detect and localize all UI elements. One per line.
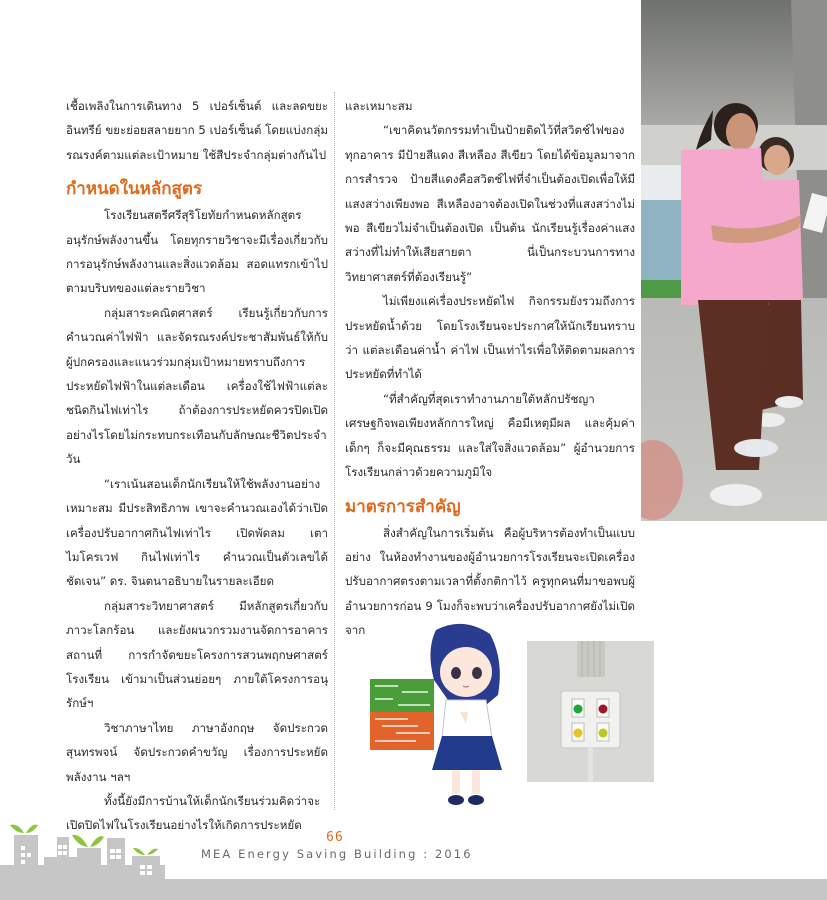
paragraph: ไม่เพียงแค่เรื่องประหยัดไฟ กิจกรรมยังรวมถึงการประหยัดน้ำด้วย โดยโรงเรียนจะประกาศให้นักเรียนทราบว่า แต่ละเดือนค่าน้ำ ค่าไฟ เป็นเท่าไรเพื่อให้ติดตามผลการประหยัดที่ทำได้ (345, 294, 635, 382)
section-heading-curriculum: กำหนดในหลักสูตร (66, 179, 203, 200)
paragraph: เชื้อเพลิงในการเดินทาง 5 เปอร์เซ็นต์ และลดขยะอินทรีย์ ขยะย่อยสลายยาก 5 เปอร์เซ็นต์ โดยแบ่งกลุ่มรณรงค์ตามแต่ละเป้าหมาย ใช้สีประจำกลุ่มต่างกันไป (66, 99, 328, 162)
paragraph: และเหมาะสม (345, 99, 413, 113)
page-number: 66 (326, 830, 344, 845)
paragraph-quote: “ที่สำคัญที่สุดเราทำงานภายใต้หลักปรัชญาเศรษฐกิจพอเพียงหลักการใหญ่ คือมีเหตุมีผล และคุ้มค่า เด็กๆ ก็จะมีคุณธรรม และใส่ใจสิ่งแวดล้อม” ผู้อำนวยการโรงเรียนกล่าวด้วยความภูมิใจ (345, 391, 635, 480)
column-divider (334, 92, 335, 810)
color-coded-light-switch-photo (527, 641, 654, 782)
students-photo (641, 0, 827, 521)
city-skyline-with-leaves-icon (0, 815, 165, 900)
paragraph: กลุ่มสาระคณิตศาสตร์ เรียนรู้เกี่ยวกับการคำนวณค่าไฟฟ้า และจัดรณรงค์ประชาสัมพันธ์ให้กับผู้ปกครองและแนวร่วมกลุ่มเป้าหมายทราบถึงการประหยัดไฟฟ้าในแต่ละเดือน เครื่องใช้ไฟฟ้าแต่ละชนิดกินไฟเท่าไร ถ้าต้องการประหยัดควรปิดเปิดอย่างไรโดยไม่กระทบกระเทือนกับลักษณะชีวิตประจำวัน (66, 305, 328, 467)
paragraph: กลุ่มสาระวิทยาศาสตร์ มีหลักสูตรเกี่ยวกับภาวะโลกร้อน และยังผนวกรวมงานจัดการอาคารสถานที่ การกำจัดขยะโครงการสวนพฤกษศาสตร์โรงเรียน เข้ามาเป็นส่วนย่อยๆ ภายใต้โครงการอนุรักษ์ฯ (66, 598, 328, 711)
paragraph: สิ่งสำคัญในการเริ่มต้น คือผู้บริหารต้องทำเป็นแบบอย่าง ในห้องทำงานของผู้อำนวยการโรงเรียนจะเปิดเครื่องปรับอากาศตรงตามเวลาที่ตั้งกติกาไว้ ครูทุกคนที่มาขอพบผู้อำนวยการก่อน 9 โมงก็จะพบว่าเครื่องปรับอากาศยังไม่เปิด จาก (345, 525, 635, 638)
article-right-column (345, 94, 635, 643)
publication-title: MEA Energy Saving Building : 2016 (201, 847, 473, 861)
section-heading-key-measures: มาตรการสำคัญ (345, 496, 461, 517)
paragraph: วิชาภาษาไทย ภาษาอังกฤษ จัดประกวดสุนทรพจน์ จัดประกวดคำขวัญ เรื่องการประหยัดพลังงาน ฯลฯ (66, 720, 328, 784)
paragraph-quote: “เขาคิดนวัตกรรมทำเป็นป้ายติดไว้ที่สวิตช์ไฟของทุกอาคาร มีป้ายสีแดง สีเหลือง สีเขียว โดยได้ข้อมูลมาจากการสำรวจ ป้ายสีแดงคือสวิตช์ไฟที่จำเป็นต้องเปิดเพื่อให้มีแสงสว่างเพียงพอ สีเหลืองอาจต้องเปิดในช่วงที่แสงสว่างไม่พอ สีเขียวไม่จำเป็นต้องเปิด เป็นต้น นักเรียนรู้เรื่องค่าแสงสว่างที่ไม่ทำให้เสียสายตา นี่เป็นกระบวนการทางวิทยาศาสตร์ที่ต้องเรียนรู้” (345, 123, 635, 284)
paragraph: ทั้งนี้ยังมีการบ้านให้เด็กนักเรียนร่วมคิดว่าจะเปิดปิดไฟในโรงเรียนอย่างไรให้เกิดการประหยัด (66, 793, 321, 833)
article-left-column (66, 94, 328, 838)
paragraph: โรงเรียนสตรีศรีสุริโยทัยกำหนดหลักสูตรอนุรักษ์พลังงานขึ้น โดยทุกรายวิชาจะมีเรื่องเกี่ยวกับการอนุรักษ์พลังงานและสิ่งแวดล้อม สอดแทรกเข้าไปตามบริบทของแต่ละรายวิชา (66, 208, 328, 296)
paragraph-quote: “เราเน้นสอนเด็กนักเรียนให้ใช้พลังงานอย่างเหมาะสม มีประสิทธิภาพ เขาจะคำนวณเองได้ว่าเปิดเครื่องปรับอากาศกินไฟเท่าไร เปิดพัดลม เตาไมโครเวฟ กินไฟเท่าไร คำนวณเป็นตัวเลขได้ชัดเจน” ดร. จินตนาอธิบายในรายละเอียด (66, 476, 328, 589)
cartoon-student-illustration (368, 620, 508, 810)
